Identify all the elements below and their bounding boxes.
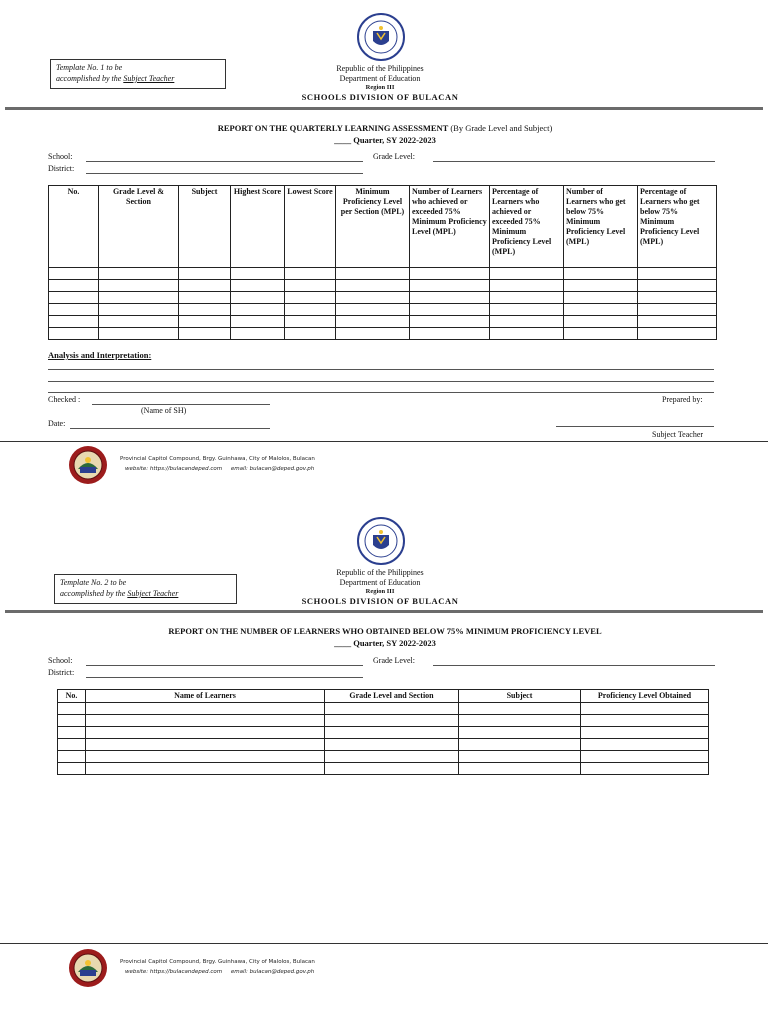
col-header: Number of Learners who get below 75% Minimum Proficiency Level (MPL)	[564, 186, 638, 268]
col-header: No.	[58, 690, 86, 703]
analysis-label: Analysis and Interpretation:	[48, 350, 152, 360]
school-label: School:	[48, 656, 73, 665]
checked-field[interactable]	[92, 404, 270, 405]
template-note-line2: accomplished by the Subject Teacher	[56, 74, 175, 83]
template-note-line1: Template No. 2 to be	[60, 578, 127, 587]
footer-email[interactable]: email: bulacan@deped.gov.ph	[230, 969, 315, 975]
template-note-line2: accomplished by the Subject Teacher	[60, 589, 179, 598]
subject-teacher-caption: Subject Teacher	[652, 430, 704, 439]
prepared-by-field[interactable]	[556, 426, 714, 427]
division-text: SCHOOLS DIVISION OF BULACAN	[301, 91, 459, 102]
analysis-line[interactable]	[48, 369, 714, 370]
region-text: Region III	[365, 84, 395, 91]
district-field[interactable]	[86, 173, 363, 174]
table-header-row	[58, 690, 709, 703]
school-field[interactable]	[86, 161, 363, 162]
grade-level-label: Grade Level:	[373, 152, 415, 161]
col-header: Number of Learners who achieved or exceeded 75% Minimum Proficiency Level (MPL)	[410, 186, 490, 268]
table-header-row	[49, 186, 717, 268]
table-row	[49, 268, 717, 280]
col-header: Highest Score	[231, 186, 285, 268]
deped-seal-icon	[357, 517, 405, 565]
name-of-sh-caption: (Name of SH)	[141, 406, 187, 415]
school-label: School:	[48, 152, 73, 161]
assessment-table	[48, 185, 717, 340]
col-header: Percentage of Learners who get below 75% Minimum Proficiency Level (MPL)	[638, 186, 717, 268]
department-text: Department of Education	[339, 577, 421, 587]
footer-rule	[0, 441, 768, 442]
col-header: No.	[49, 186, 99, 268]
footer-email[interactable]: email: bulacan@deped.gov.ph	[230, 466, 315, 472]
col-header: Subject	[459, 690, 581, 703]
header-rule	[5, 610, 763, 613]
report2-title: REPORT ON THE NUMBER OF LEARNERS WHO OBTAINED BELOW 75% MINIMUM PROFICIENCY LEVEL ____ Quarter, SY 2022-2023	[100, 625, 670, 649]
prepared-by-label: Prepared by:	[662, 395, 703, 404]
template-note-2	[54, 574, 237, 604]
footer-address: Provincial Capitol Compound, Brgy. Guinhawa, City of Malolos, Bulacan	[120, 959, 315, 965]
table-row	[58, 751, 709, 763]
table-row	[58, 763, 709, 775]
grade-level-field[interactable]	[433, 161, 715, 162]
col-header: Grade Level & Section	[99, 186, 179, 268]
district-label: District:	[48, 668, 75, 677]
footer-website[interactable]: website: https://bulacandeped.com	[125, 969, 223, 975]
col-header: Percentage of Learners who achieved or exceeded 75% Minimum Proficiency Level (MPL)	[490, 186, 564, 268]
division-text: SCHOOLS DIVISION OF BULACAN	[301, 595, 459, 606]
report1-quarter: ____ Quarter, SY 2022-2023	[334, 135, 436, 145]
table-row	[58, 727, 709, 739]
table-row	[49, 292, 717, 304]
republic-text: Republic of the Philippines	[336, 568, 424, 577]
date-field[interactable]	[70, 428, 270, 429]
footer-rule	[0, 943, 768, 944]
footer-contact	[120, 957, 315, 977]
report2-quarter: ____ Quarter, SY 2022-2023	[334, 638, 436, 648]
header-block	[230, 64, 530, 102]
grade-level-label: Grade Level:	[373, 656, 415, 665]
report1-title: REPORT ON THE QUARTERLY LEARNING ASSESSMENT (By Grade Level and Subject) ____ Quarter, SY 2022-2023	[100, 122, 670, 146]
template-note-1	[50, 59, 226, 89]
col-header: Name of Learners	[86, 690, 325, 703]
footer-address: Provincial Capitol Compound, Brgy. Guinhawa, City of Malolos, Bulacan	[120, 456, 315, 462]
division-logo-icon	[68, 948, 108, 988]
table-row	[49, 280, 717, 292]
table-row	[58, 715, 709, 727]
col-header: Grade Level and Section	[325, 690, 459, 703]
col-header: Subject	[179, 186, 231, 268]
header-rule	[5, 107, 763, 110]
table-row	[58, 739, 709, 751]
col-header: Proficiency Level Obtained	[581, 690, 709, 703]
analysis-line[interactable]	[48, 381, 714, 382]
date-label: Date:	[48, 419, 66, 428]
footer-contact	[120, 454, 315, 474]
district-label: District:	[48, 164, 75, 173]
template-note-role: Subject Teacher	[123, 74, 175, 83]
republic-text: Republic of the Philippines	[336, 64, 424, 73]
grade-level-field[interactable]	[433, 665, 715, 666]
footer-website[interactable]: website: https://bulacandeped.com	[125, 466, 223, 472]
template-note-role: Subject Teacher	[127, 589, 179, 598]
analysis-line[interactable]	[48, 392, 714, 393]
col-header: Lowest Score	[285, 186, 336, 268]
school-field[interactable]	[86, 665, 363, 666]
table-row	[58, 703, 709, 715]
learners-table	[57, 689, 709, 775]
header-block	[230, 568, 530, 606]
col-header: Minimum Proficiency Level per Section (MPL)	[336, 186, 410, 268]
template-note-line1: Template No. 1 to be	[56, 63, 123, 72]
table-row	[49, 304, 717, 316]
checked-label: Checked :	[48, 395, 81, 404]
department-text: Department of Education	[339, 73, 421, 83]
region-text: Region III	[365, 588, 395, 595]
deped-seal-icon	[357, 13, 405, 61]
district-field[interactable]	[86, 677, 363, 678]
table-row	[49, 328, 717, 340]
table-row	[49, 316, 717, 328]
division-logo-icon	[68, 445, 108, 485]
